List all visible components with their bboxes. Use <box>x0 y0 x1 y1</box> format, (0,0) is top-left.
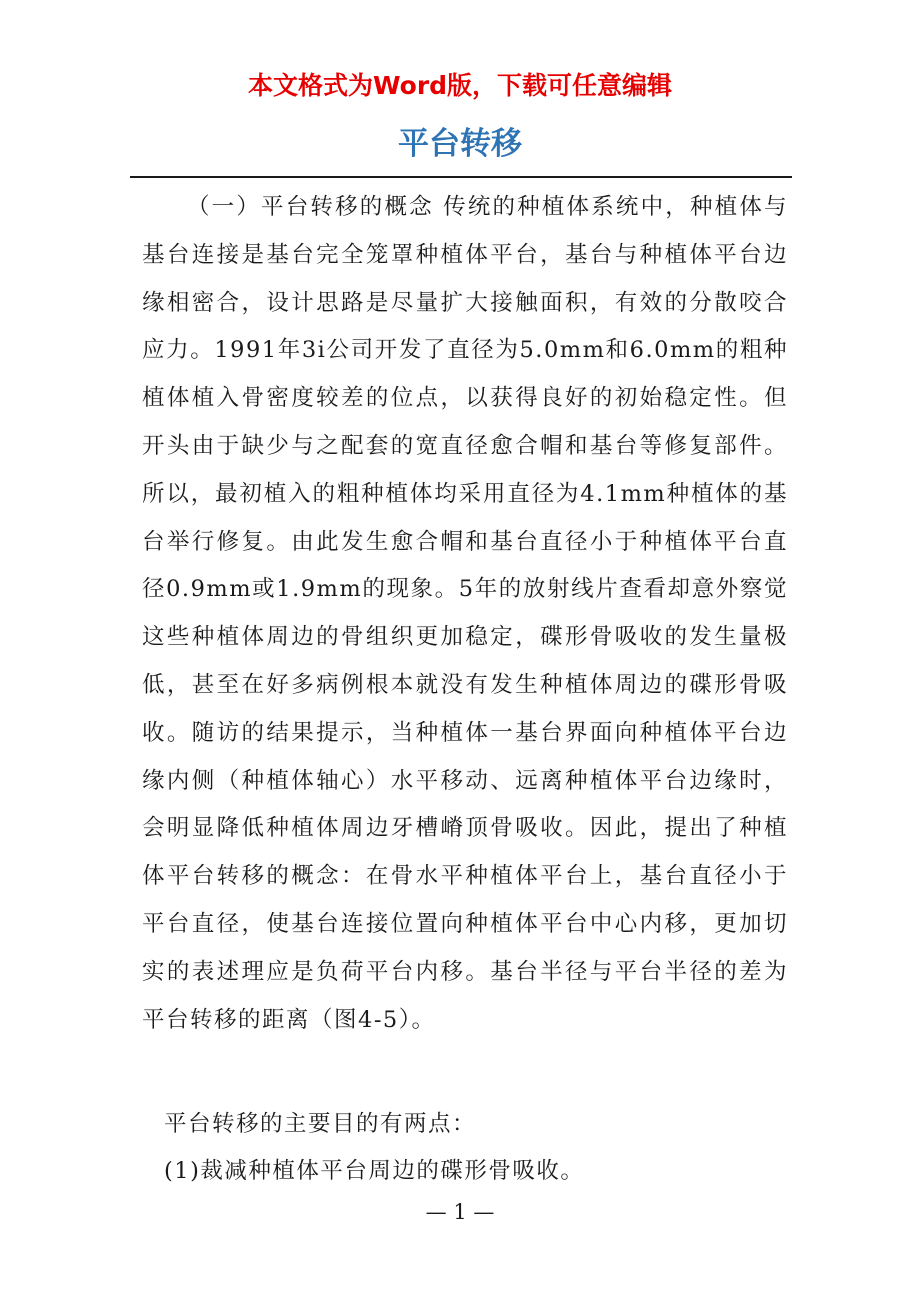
paragraph-purpose-1: (1)裁减种植体平台周边的碟形骨吸收。 <box>164 1158 585 1184</box>
title-divider <box>130 176 792 178</box>
paragraph-main-purposes: 平台转移的主要目的有两点： <box>164 1111 477 1137</box>
page-number: — 1 — <box>425 1200 495 1224</box>
download-banner: 本文格式为Word版，下载可任意编辑 <box>247 71 673 100</box>
paragraph-platform-switching-concept: （一）平台转移的概念 传统的种植体系统中，种植体与基台连接是基台完全笼罩种植体平台，基台与种植体平台边缘相密合，设计思路是尽量扩大接触面积，有效的分散咬合应力。1991年3i公司开发了直径为5.0mm和6.0mm的粗种植体植入骨密度较差的位点，以获得良好的初始稳定性。但开头由于缺少与之配套的宽直径愈合帽和基台等修复部件。所以，最初植入的粗种植体均采用直径为4.1mm种植体的基台举行修复。由此发生愈合帽和基台直径小于种植体平台直径0.9mm或1.9mm的现象。5年的放射线片查看却意外察觉这些种植体周边的骨组织更加稳定，碟形骨吸收的发生量极低，甚至在好多病例根本就没有发生种植体周边的碟形骨吸收。随访的结果提示，当种植体一基台界面向种植体平台边缘内侧（种植体轴心）水平移动、远离种植体平台边缘时，会明显降低种植体周边牙槽嵴顶骨吸收。因此，提出了种植体平台转移的概念：在骨水平种植体平台上，基台直径小于平台直径，使基台连接位置向种植体平台中心内移，更加切实的表述理应是负荷平台内移。基台半径与平台半径的差为平台转移的距离（图4-5）。 <box>142 194 788 1033</box>
document-title: 平台转移 <box>398 126 522 162</box>
